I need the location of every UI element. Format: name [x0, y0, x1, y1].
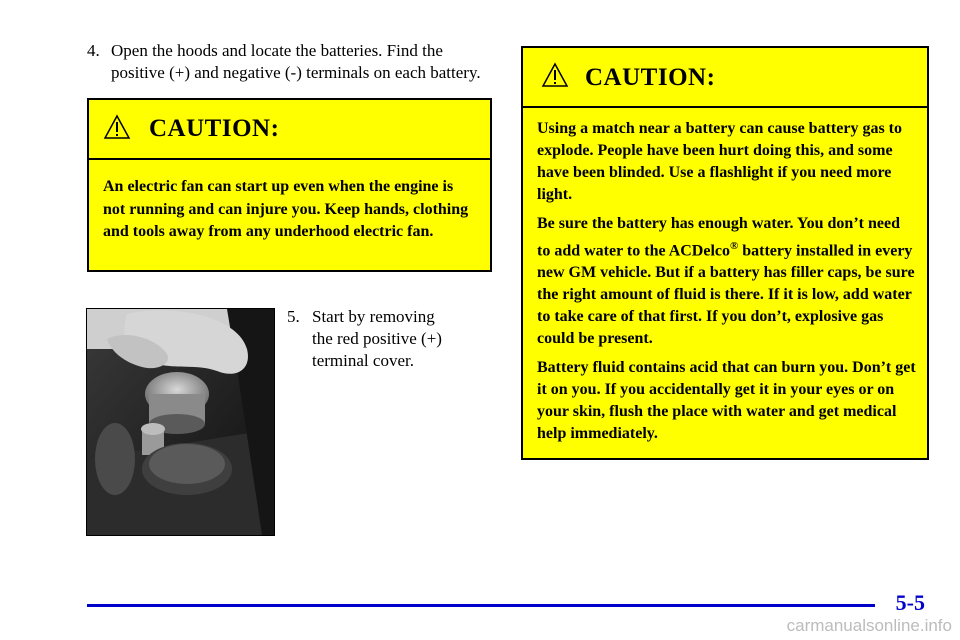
- step-4-number: 4.: [87, 41, 100, 60]
- step-5-number: 5.: [287, 307, 300, 326]
- step-5-line-1: Start by removing: [312, 307, 435, 326]
- footer-rule: [87, 604, 875, 607]
- warning-triangle-icon: [103, 114, 131, 140]
- caution-title: CAUTION:: [585, 64, 716, 91]
- watermark: carmanualsonline.info: [786, 616, 952, 635]
- caution-paragraph-2-end: battery installed in every new GM vehicle. But if a battery has filler caps, be sure the right amount of fluid is there. If it is low, add water to take care of that first. If you don’t, explosive gas could be present.: [537, 242, 915, 348]
- caution-paragraph-2-start: Be sure the battery has enough water. You don’t need to add water to the ACDelco: [537, 215, 900, 260]
- battery-terminal-photo: [86, 308, 275, 536]
- caution-paragraph-2: [537, 213, 917, 350]
- page-number: 5-5: [895, 590, 925, 615]
- caution-body: [523, 108, 927, 445]
- caution-paragraph-3: Battery fluid contains acid that can burn you. Don’t get it on you. If you accidentally get it in your eyes or on your skin, flush the place with water and get medical help immediately.: [537, 359, 916, 443]
- caution-box-fan: [87, 98, 492, 272]
- registered-mark: ®: [730, 240, 739, 252]
- photo-illustration: [87, 309, 274, 535]
- caution-header: [523, 48, 927, 108]
- caution-paragraph-1: Using a match near a battery can cause battery gas to explode. People have been hurt doing this, and some have been blinded. Use a flashlight if you need more light.: [537, 120, 902, 203]
- caution-title: CAUTION:: [149, 115, 280, 142]
- step-4-line-2: positive (+) and negative (-) terminals on each battery.: [111, 63, 481, 82]
- caution-box-battery: [521, 46, 929, 460]
- step-5-line-3: terminal cover.: [312, 351, 414, 370]
- caution-text: An electric fan can start up even when the engine is not running and can injure you. Keep hands, clothing and tools away from any underhood electric fan.: [103, 178, 469, 240]
- caution-header: [89, 100, 490, 160]
- step-5-line-2: the red positive (+): [312, 329, 442, 348]
- warning-triangle-icon: [541, 62, 569, 88]
- step-4: [87, 40, 507, 84]
- step-5: [287, 306, 487, 372]
- step-4-line-1: Open the hoods and locate the batteries. Find the: [111, 41, 443, 60]
- caution-body: [89, 160, 490, 244]
